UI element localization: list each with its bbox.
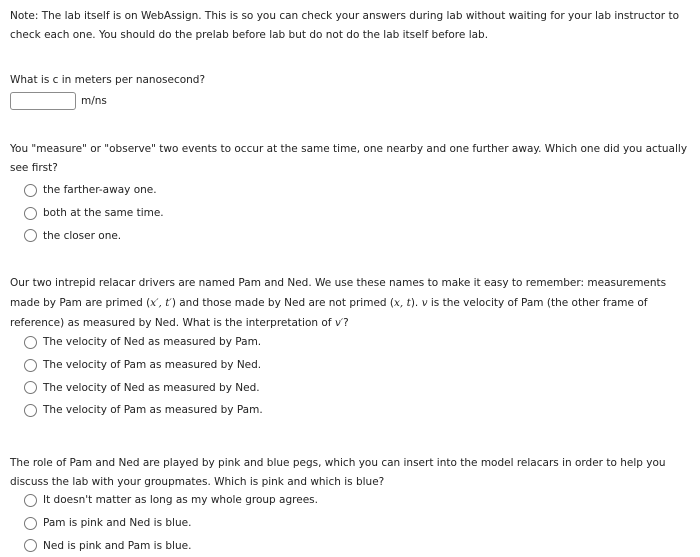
- q3-text-1: Our two intrepid relacar drivers are named Pam and Ned. We use these names to make it easy to remember: measurements made by Pam are primed (: [10, 277, 667, 309]
- q2-option-1-label: the farther-away one.: [43, 184, 157, 197]
- radio-button-icon[interactable]: [24, 359, 37, 372]
- radio-button-icon[interactable]: [24, 539, 37, 552]
- q3-unprimed-symbols: x, t: [394, 297, 411, 309]
- q3-option-4-label: The velocity of Pam as measured by Pam.: [43, 404, 263, 417]
- radio-button-icon[interactable]: [24, 381, 37, 394]
- question-1: [10, 71, 698, 112]
- q4-option-1[interactable]: [10, 489, 698, 512]
- q3-vprime-symbol: v′: [334, 317, 344, 329]
- q2-option-3[interactable]: [10, 224, 698, 247]
- q4-option-3[interactable]: [10, 534, 698, 557]
- q3-option-1[interactable]: [10, 331, 698, 354]
- radio-button-icon[interactable]: [24, 517, 37, 530]
- q2-option-2[interactable]: [10, 202, 698, 225]
- unit-label: m/ns: [81, 95, 107, 107]
- q3-option-2-label: The velocity of Pam as measured by Ned.: [43, 359, 262, 372]
- question-3: [10, 273, 698, 422]
- question-2: [10, 140, 698, 247]
- radio-button-icon[interactable]: [24, 207, 37, 220]
- q3-option-4[interactable]: [10, 399, 698, 422]
- q3-option-1-label: The velocity of Ned as measured by Pam.: [43, 336, 262, 349]
- radio-button-icon[interactable]: [24, 494, 37, 507]
- question-3-prompt: [10, 273, 698, 333]
- q3-text-4: is the velocity of Pam (the other frame of reference) as measured by Ned. What is the interpretation of: [10, 297, 648, 329]
- radio-button-icon[interactable]: [24, 336, 37, 349]
- question-2-prompt: You "measure" or "observe" two events to occur at the same time, one nearby and one further away. Which one did you actually see first?: [10, 143, 688, 174]
- q3-option-3[interactable]: [10, 376, 698, 399]
- question-4-prompt: The role of Pam and Ned are played by pink and blue pegs, which you can insert into the model relacars in order to help you discuss the lab with your groupmates. Which is pink and which is blue?: [10, 457, 666, 488]
- lab-note-text: Note: The lab itself is on WebAssign. This is so you can check your answers during lab without waiting for your lab instructor to check each one. You should do the prelab before lab but do not do the lab itself before lab.: [10, 10, 680, 41]
- radio-button-icon[interactable]: [24, 184, 37, 197]
- q3-text-5: ?: [343, 317, 349, 329]
- q2-option-1[interactable]: [10, 179, 698, 202]
- q3-v-symbol: v: [421, 297, 428, 309]
- q2-option-2-label: both at the same time.: [43, 207, 164, 220]
- q3-text-3: ).: [410, 297, 422, 309]
- question-1-prompt: What is c in meters per nanosecond?: [10, 74, 206, 86]
- q3-primed-symbols: x′, t′: [150, 297, 172, 309]
- q4-option-2-label: Pam is pink and Ned is blue.: [43, 517, 192, 530]
- question-4: [10, 454, 698, 557]
- q4-option-3-label: Ned is pink and Pam is blue.: [43, 539, 192, 552]
- q3-text-2: ) and those made by Ned are not primed (: [171, 297, 394, 309]
- radio-button-icon[interactable]: [24, 229, 37, 242]
- q3-option-3-label: The velocity of Ned as measured by Ned.: [43, 381, 260, 394]
- q2-option-3-label: the closer one.: [43, 229, 122, 242]
- c-value-input[interactable]: [10, 92, 76, 110]
- q4-option-1-label: It doesn't matter as long as my whole group agrees.: [43, 494, 318, 507]
- radio-button-icon[interactable]: [24, 404, 37, 417]
- q3-option-2[interactable]: [10, 354, 698, 377]
- q4-option-2[interactable]: [10, 512, 698, 535]
- lab-note: [10, 7, 698, 45]
